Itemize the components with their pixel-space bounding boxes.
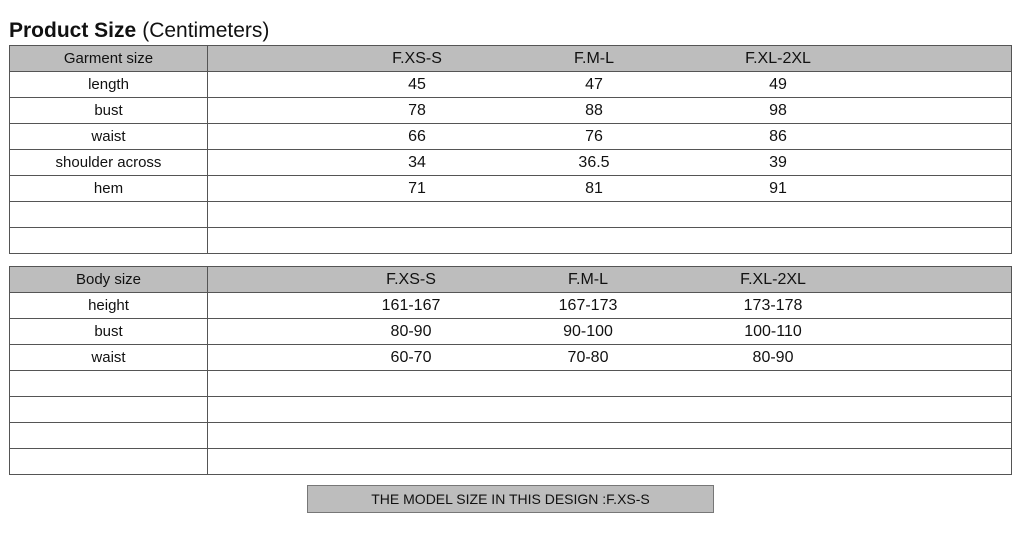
- table-row: [10, 149, 1011, 175]
- row-label: shoulder across: [10, 150, 208, 175]
- size-column-header: F.XL-2XL: [740, 271, 806, 288]
- size-column-header: F.M-L: [574, 50, 614, 67]
- size-value: 70-80: [567, 349, 609, 366]
- row-label: [10, 202, 208, 227]
- size-value: 49: [769, 76, 787, 93]
- table-row: [10, 123, 1011, 149]
- table-row: [10, 318, 1011, 344]
- value-cells: [208, 46, 1011, 71]
- page-title: [9, 17, 269, 45]
- table-row: [10, 97, 1011, 123]
- row-label: [10, 397, 208, 422]
- row-label: hem: [10, 176, 208, 201]
- size-value: 81: [585, 180, 603, 197]
- row-label: [10, 423, 208, 448]
- size-value: 100-110: [744, 323, 802, 340]
- value-cells: [208, 176, 1011, 201]
- column-header-label: Body size: [10, 267, 208, 292]
- size-value: 173-178: [743, 297, 803, 314]
- size-value: 36.5: [578, 154, 610, 171]
- table-row: [10, 175, 1011, 201]
- table-row: [10, 71, 1011, 97]
- table-header-row: [10, 267, 1011, 292]
- size-value: 76: [585, 128, 603, 145]
- size-column-header: F.XS-S: [392, 50, 442, 67]
- model-size-note: THE MODEL SIZE IN THIS DESIGN :F.XS-S: [307, 485, 714, 513]
- size-value: 161-167: [381, 297, 441, 314]
- row-label: bust: [10, 98, 208, 123]
- row-label: bust: [10, 319, 208, 344]
- row-label: [10, 228, 208, 253]
- size-value: 78: [408, 102, 426, 119]
- table-row: [10, 422, 1011, 448]
- size-value: 80-90: [752, 349, 794, 366]
- row-label: waist: [10, 345, 208, 370]
- value-cells: [208, 150, 1011, 175]
- row-label: [10, 371, 208, 396]
- table-row: [10, 344, 1011, 370]
- value-cells: [208, 267, 1011, 292]
- size-value: 90-100: [563, 323, 613, 340]
- size-value: 80-90: [390, 323, 432, 340]
- row-label: waist: [10, 124, 208, 149]
- size-value: 167-173: [558, 297, 618, 314]
- value-cells: [208, 319, 1011, 344]
- value-cells: [208, 371, 1011, 396]
- table-row: [10, 292, 1011, 318]
- value-cells: [208, 124, 1011, 149]
- size-value: 39: [769, 154, 787, 171]
- size-value: 47: [585, 76, 603, 93]
- table-row: [10, 227, 1011, 253]
- size-column-header: F.M-L: [568, 271, 608, 288]
- table-header-row: [10, 46, 1011, 71]
- value-cells: [208, 228, 1011, 253]
- value-cells: [208, 293, 1011, 318]
- value-cells: [208, 449, 1011, 474]
- size-value: 98: [769, 102, 787, 119]
- value-cells: [208, 345, 1011, 370]
- size-column-header: F.XL-2XL: [745, 50, 811, 67]
- table-row: [10, 201, 1011, 227]
- size-value: 86: [769, 128, 787, 145]
- size-value: 66: [408, 128, 426, 145]
- size-value: 45: [408, 76, 426, 93]
- value-cells: [208, 423, 1011, 448]
- size-value: 71: [408, 180, 426, 197]
- value-cells: [208, 202, 1011, 227]
- value-cells: [208, 98, 1011, 123]
- size-value: 60-70: [390, 349, 432, 366]
- table-row: [10, 370, 1011, 396]
- size-column-header: F.XS-S: [386, 271, 436, 288]
- size-value: 91: [769, 180, 787, 197]
- table-row: [10, 448, 1011, 474]
- row-label: length: [10, 72, 208, 97]
- column-header-label: Garment size: [10, 46, 208, 71]
- title-main: Product Size: [9, 19, 137, 42]
- row-label: [10, 449, 208, 474]
- value-cells: [208, 397, 1011, 422]
- value-cells: [208, 72, 1011, 97]
- body-size-table: [9, 266, 1012, 475]
- size-value: 88: [585, 102, 603, 119]
- table-row: [10, 396, 1011, 422]
- size-value: 34: [408, 154, 426, 171]
- garment-size-table: [9, 45, 1012, 254]
- row-label: height: [10, 293, 208, 318]
- title-unit: (Centimeters): [142, 19, 270, 42]
